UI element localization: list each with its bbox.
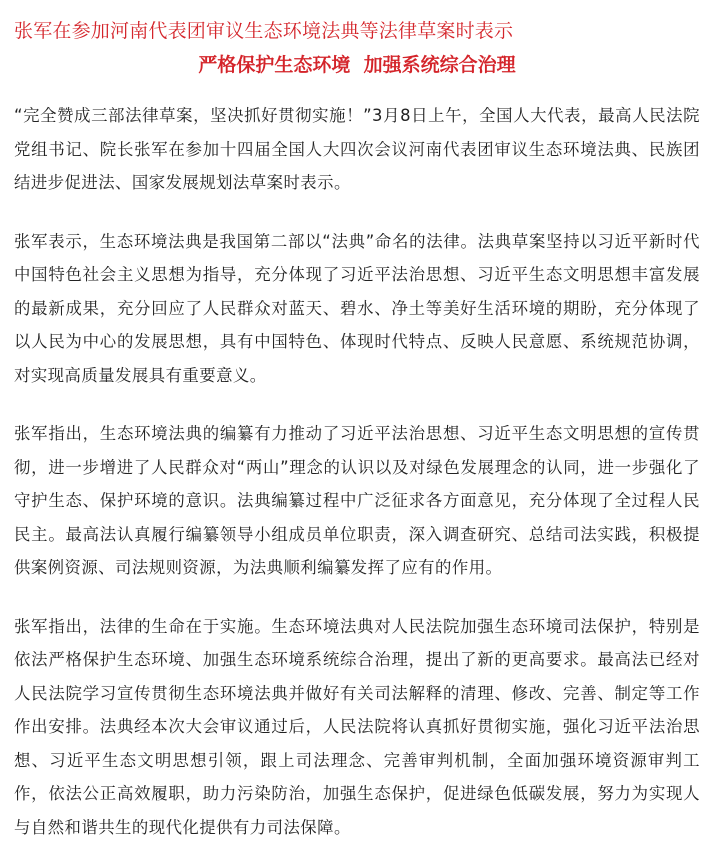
article-paragraph: 张军表示，生态环境法典是我国第二部以“法典”命名的法律。法典草案坚持以习近平新时代中国特色社会主义思想为指导，充分体现了习近平法治思想、习近平生态文明思想丰富发展的最新成果，充分回应了人民群众对蓝天、碧水、净土等美好生活环境的期盼，充分体现了以人民为中心的发展思想，具有中国特色、体现时代特点、反映人民意愿、系统规范协调，对实现高质量发展具有重要意义。	[14, 225, 700, 393]
article-body	[14, 99, 700, 844]
article-headline: 严格保护生态环境 加强系统综合治理	[14, 50, 700, 80]
article-paragraph: 张军指出，法律的生命在于实施。生态环境法典对人民法院加强生态环境司法保护，特别是依法严格保护生态环境、加强生态环境系统综合治理，提出了新的更高要求。最高法已经对人民法院学习宣传贯彻生态环境法典并做好有关司法解释的清理、修改、完善、制定等工作作出安排。法典经本次大会审议通过后，人民法院将认真抓好贯彻实施，强化习近平法治思想、习近平生态文明思想引领，跟上司法理念、完善审判机制，全面加强环境资源审判工作，依法公正高效履职，助力污染防治，加强生态保护，促进绿色低碳发展，努力为实现人与自然和谐共生的现代化提供有力司法保障。	[14, 610, 700, 844]
article-paragraph: “完全赞成三部法律草案，坚决抓好贯彻实施！”3月8日上午，全国人大代表，最高人民法院党组书记、院长张军在参加十四届全国人大四次会议河南代表团审议生态环境法典、民族团结进步促进法、国家发展规划法草案时表示。	[14, 99, 700, 200]
article-kicker: 张军在参加河南代表团审议生态环境法典等法律草案时表示	[14, 16, 700, 46]
article-paragraph: 张军指出，生态环境法典的编纂有力推动了习近平法治思想、习近平生态文明思想的宣传贯彻，进一步增进了人民群众对“两山”理念的认识以及对绿色发展理念的认同，进一步强化了守护生态、保护环境的意识。法典编纂过程中广泛征求各方面意见，充分体现了全过程人民民主。最高法认真履行编纂领导小组成员单位职责，深入调查研究、总结司法实践，积极提供案例资源、司法规则资源，为法典顺利编纂发挥了应有的作用。	[14, 417, 700, 585]
